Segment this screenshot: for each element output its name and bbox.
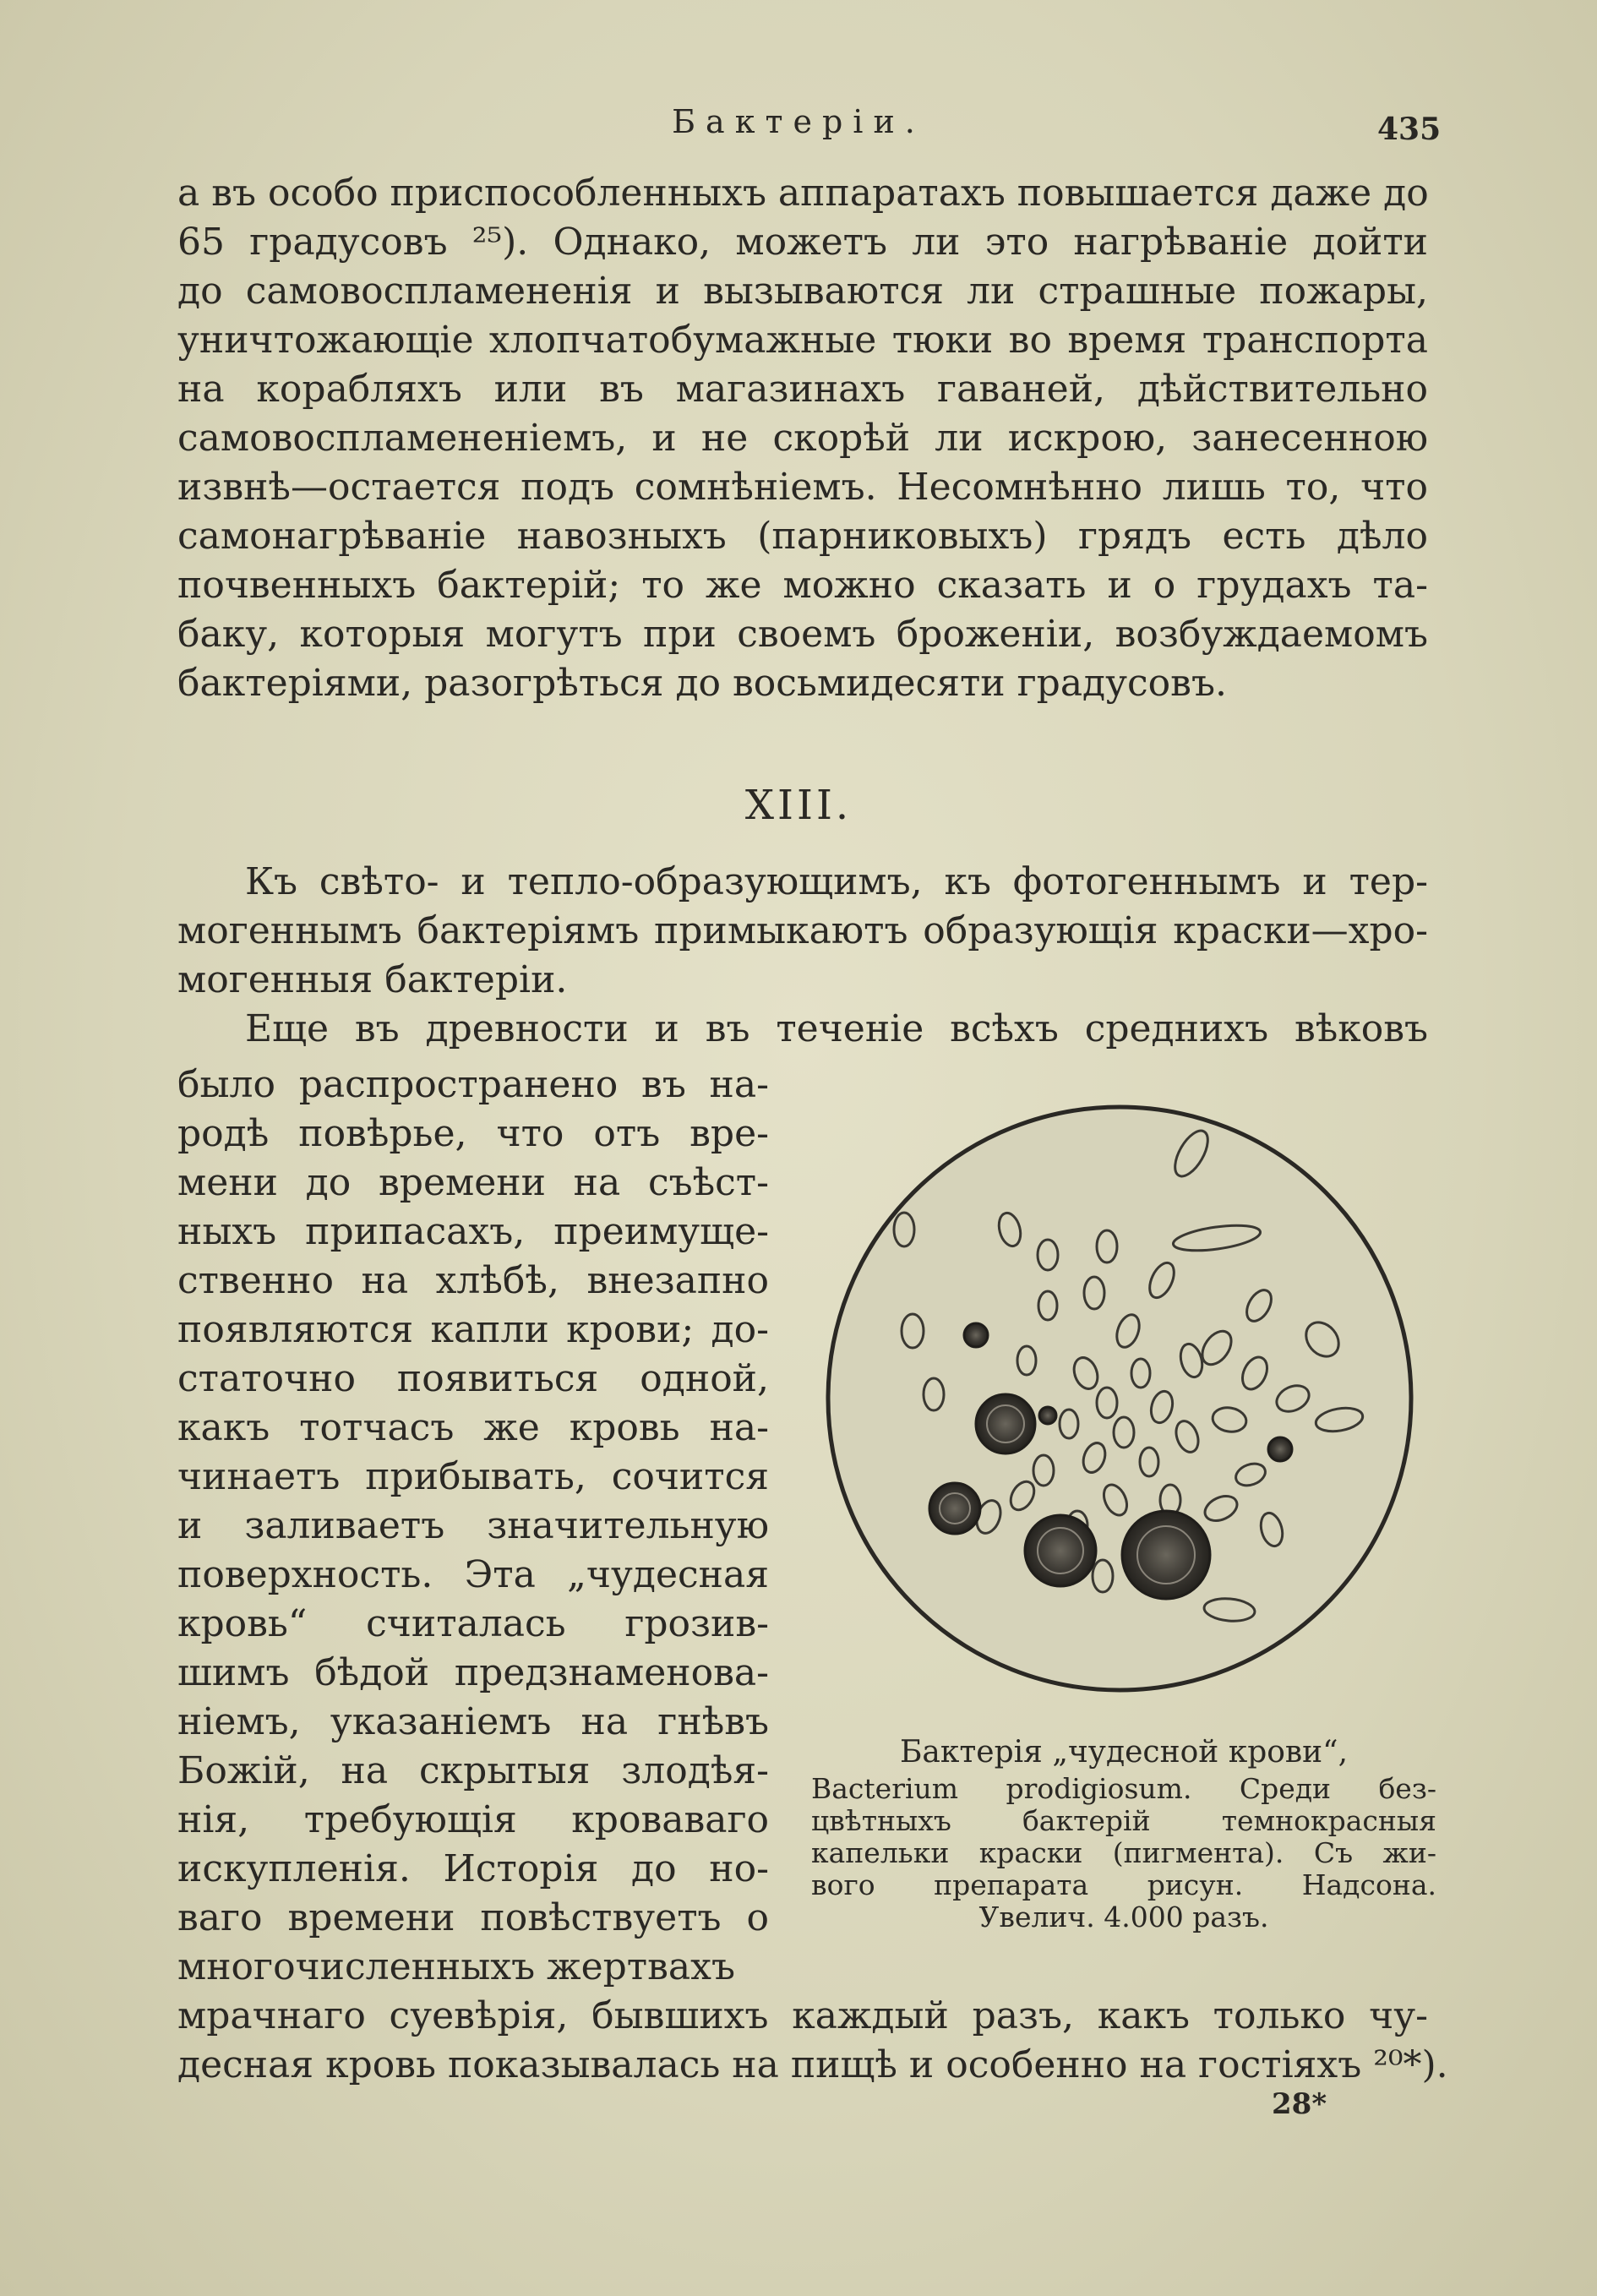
text-line: ніемъ, указаніемъ на гнѣвъ — [177, 1700, 769, 1743]
text-line: чинаетъ прибывать, сочится — [177, 1455, 769, 1498]
text-line: Божій, на скрытыя злодѣя- — [177, 1749, 769, 1792]
text-line: уничтожающіе хлопчатобумажные тюки во время транспорта — [177, 319, 1428, 362]
microscope-field-circle — [828, 1107, 1411, 1690]
text-line: нія, требующія кроваваго — [177, 1798, 769, 1841]
text-line: многочисленныхъ жертвахъ — [177, 1945, 735, 1988]
text-line: самовоспламененіемъ, и не скорѣй ли искрою, занесенною — [177, 417, 1428, 460]
text-line: извнѣ—остается подъ сомнѣніемъ. Несомнѣнно лишь то, что — [177, 466, 1428, 509]
text-line: какъ тотчасъ же кровь на- — [177, 1406, 769, 1449]
caption-line: вого препарата рисун. Надсона. — [811, 1868, 1436, 1901]
pigment-droplet — [964, 1323, 988, 1347]
text-line: самонагрѣваніе навозныхъ (парниковыхъ) грядъ есть дѣло — [177, 515, 1428, 558]
text-line: мени до времени на съѣст- — [177, 1161, 769, 1204]
text-line: поверхность. Эта „чудесная — [177, 1553, 769, 1596]
text-line: мрачнаго суевѣрія, бывшихъ каждый разъ, какъ только чу- — [177, 1994, 1428, 2037]
text-line: статочно появиться одной, — [177, 1357, 769, 1400]
pigment-droplet — [929, 1483, 980, 1534]
text-line: кровь“ считалась грозив- — [177, 1602, 769, 1645]
text-line: почвенныхъ бактерій; то же можно сказать и о грудахъ та- — [177, 564, 1428, 607]
text-line: 65 градусовъ ²⁵). Однако, можетъ ли это нагрѣваніе дойти — [177, 221, 1428, 264]
text-line: до самовоспламененія и вызываются ли страшные пожары, — [177, 270, 1428, 313]
text-line: десная кровь показывалась на пищѣ и особенно на гостіяхъ ²⁰*). — [177, 2043, 1448, 2086]
text-line: Еще въ древности и въ теченіе всѣхъ среднихъ вѣковъ — [245, 1007, 1428, 1050]
caption-line: Бактерія „чудесной крови“, — [899, 1735, 1349, 1770]
text-line: появляются капли крови; до- — [177, 1308, 769, 1351]
text-line: на корабляхъ или въ магазинахъ гаваней, дѣйствительно — [177, 368, 1428, 411]
text-line: было распространено въ на- — [177, 1063, 769, 1106]
microscope-figure — [815, 1103, 1424, 1694]
text-line: Къ свѣто- и тепло-образующимъ, къ фотогеннымъ и тер- — [245, 860, 1428, 903]
pigment-droplet — [1025, 1515, 1096, 1586]
text-line: могенныя бактеріи. — [177, 958, 568, 1001]
text-line: а въ особо приспособленныхъ аппаратахъ повышается даже до — [177, 172, 1429, 215]
section-title: XIII. — [744, 782, 853, 829]
pigment-droplet — [1122, 1511, 1210, 1599]
running-title: Бактеріи. — [672, 103, 925, 140]
text-line: бактеріями, разогрѣться до восьмидесяти градусовъ. — [177, 662, 1227, 705]
text-line: ныхъ припасахъ, преимуще- — [177, 1210, 769, 1253]
text-line: могеннымъ бактеріямъ примыкаютъ образующія краски—хро- — [177, 909, 1428, 952]
text-line: баку, которыя могутъ при своемъ броженіи, возбуждаемомъ — [177, 613, 1428, 656]
pigment-droplet — [976, 1394, 1035, 1453]
caption-line: Увелич. 4.000 разъ. — [978, 1901, 1269, 1933]
caption-line: Bacterium prodigiosum. Среди без- — [811, 1772, 1436, 1805]
pigment-droplet — [1039, 1407, 1056, 1424]
caption-line: цвѣтныхъ бактерій темнокрасныя — [811, 1804, 1436, 1837]
pigment-droplet — [1268, 1437, 1292, 1461]
caption-line: капельки краски (пигмента). Съ жи- — [811, 1836, 1436, 1869]
page-number: 435 — [1377, 112, 1442, 147]
text-line: родѣ повѣрье, что отъ вре- — [177, 1112, 769, 1155]
text-line: ваго времени повѣствуетъ о — [177, 1896, 769, 1939]
text-line: искупленія. Исторія до но- — [177, 1847, 769, 1890]
signature-mark: 28* — [1272, 2087, 1327, 2121]
text-line: и заливаетъ значительную — [177, 1504, 769, 1547]
text-line: шимъ бѣдой предзнаменова- — [177, 1651, 769, 1694]
text-line: ственно на хлѣбѣ, внезапно — [177, 1259, 769, 1302]
